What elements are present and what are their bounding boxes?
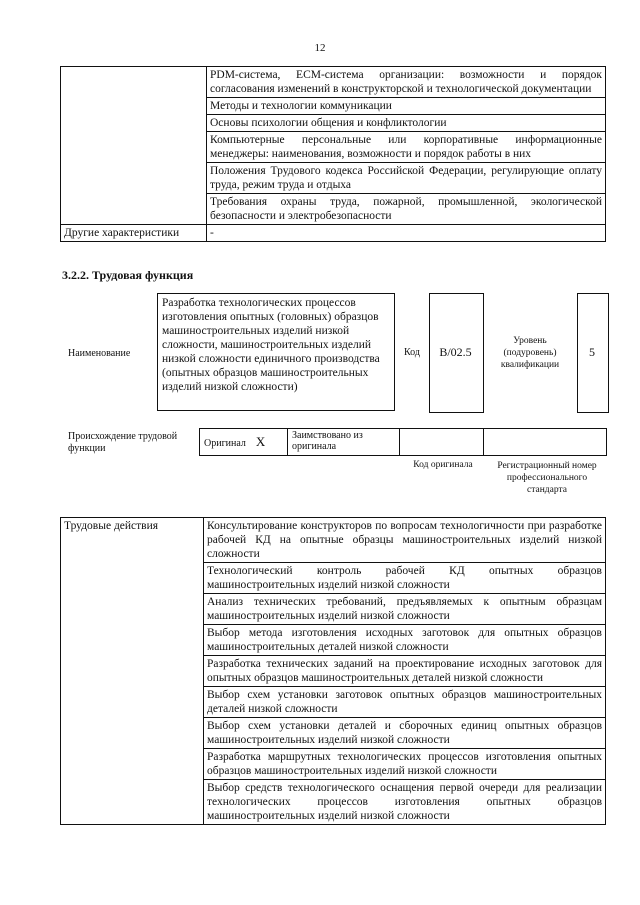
original-label: Оригинал: [204, 437, 246, 449]
code-label: Код: [404, 347, 420, 358]
qualification-level-label: Уровень (подуровень) квалификации: [500, 336, 560, 370]
qualification-level-value: 5: [589, 345, 595, 359]
original-mark: X: [255, 433, 266, 449]
labor-actions-table: [60, 517, 606, 825]
origin-label: Происхождение трудовой функции: [68, 431, 178, 454]
name-label: Наименование: [68, 348, 131, 359]
code-original-cell: [400, 429, 484, 456]
section-title: 3.2.2. Трудовая функция: [62, 268, 194, 282]
labor-action-item: Выбор метода изготовления исходных заготовок для опытных образцов машиностроительных деталей низкой сложности: [204, 625, 606, 656]
table-row: [200, 429, 607, 456]
labor-action-item: Разработка технических заданий на проектирование исходных заготовок для опытных образцов машиностроительных деталей низкой сложности: [204, 656, 606, 687]
knowledge-item: PDM-система, ECM-система организации: возможности и порядок согласования изменений в конструкторской и технологической документации: [207, 67, 606, 98]
labor-action-item: Анализ технических требований, предъявляемых к опытным образцам машиностроительных изделий низкой сложности: [204, 594, 606, 625]
labor-actions-label: Трудовые действия: [61, 518, 204, 825]
labor-action-item: Выбор схем установки заготовок опытных образцов машиностроительных деталей низкой сложности: [204, 687, 606, 718]
table-row: [61, 67, 606, 98]
code-original-label: Код оригинала: [413, 460, 473, 470]
knowledge-table: [60, 66, 606, 242]
labor-action-item: Выбор средств технологического оснащения первой очереди для реализации технологических процессов изготовления опытных образцов машиностроительных изделий низкой сложности: [204, 780, 606, 825]
labor-action-item: Разработка маршрутных технологических процессов изготовления опытных образцов машиностроительных изделий низкой сложности: [204, 749, 606, 780]
origin-table: [199, 428, 607, 456]
knowledge-label-cell: [61, 67, 207, 225]
knowledge-item: Методы и технологии коммуникации: [207, 98, 606, 115]
reg-number-label: Регистрационный номер профессионального стандарта: [497, 461, 597, 495]
code-value: B/02.5: [439, 345, 472, 359]
knowledge-item: Компьютерные персональные или корпоративные информационные менеджеры: наименования, возможности и порядок работы в них: [207, 132, 606, 163]
other-characteristics-value: -: [207, 225, 606, 242]
other-characteristics-label: Другие характеристики: [61, 225, 207, 242]
original-cell: [200, 429, 288, 456]
knowledge-item: Основы психологии общения и конфликтологии: [207, 115, 606, 132]
borrowed-label: Заимствовано из оригинала: [288, 429, 400, 456]
labor-action-item: Технологический контроль рабочей КД опытных образцов машиностроительных изделий низкой сложности: [204, 563, 606, 594]
reg-number-cell: [484, 429, 607, 456]
table-row: [61, 225, 606, 242]
table-row: [61, 518, 606, 563]
labor-action-item: Выбор схем установки деталей и сборочных единиц опытных образцов машиностроительных изделий низкой сложности: [204, 718, 606, 749]
function-name-box: Разработка технологических процессов изготовления опытных (головных) образцов машиностроительных изделий низкой сложности, машиностроительных изделий низкой сложности единичного производства (опытных образцов машиностроительных изделий низкой сложности): [157, 293, 395, 411]
labor-action-item: Консультирование конструкторов по вопросам технологичности при разработке рабочей КД на опытные образцы машиностроительных изделий низкой сложности: [204, 518, 606, 563]
knowledge-item: Требования охраны труда, пожарной, промышленной, экологической безопасности и электробезопасности: [207, 194, 606, 225]
knowledge-item: Положения Трудового кодекса Российской Федерации, регулирующие оплату труда, режим труда и отдыха: [207, 163, 606, 194]
page-number: 12: [314, 42, 326, 54]
